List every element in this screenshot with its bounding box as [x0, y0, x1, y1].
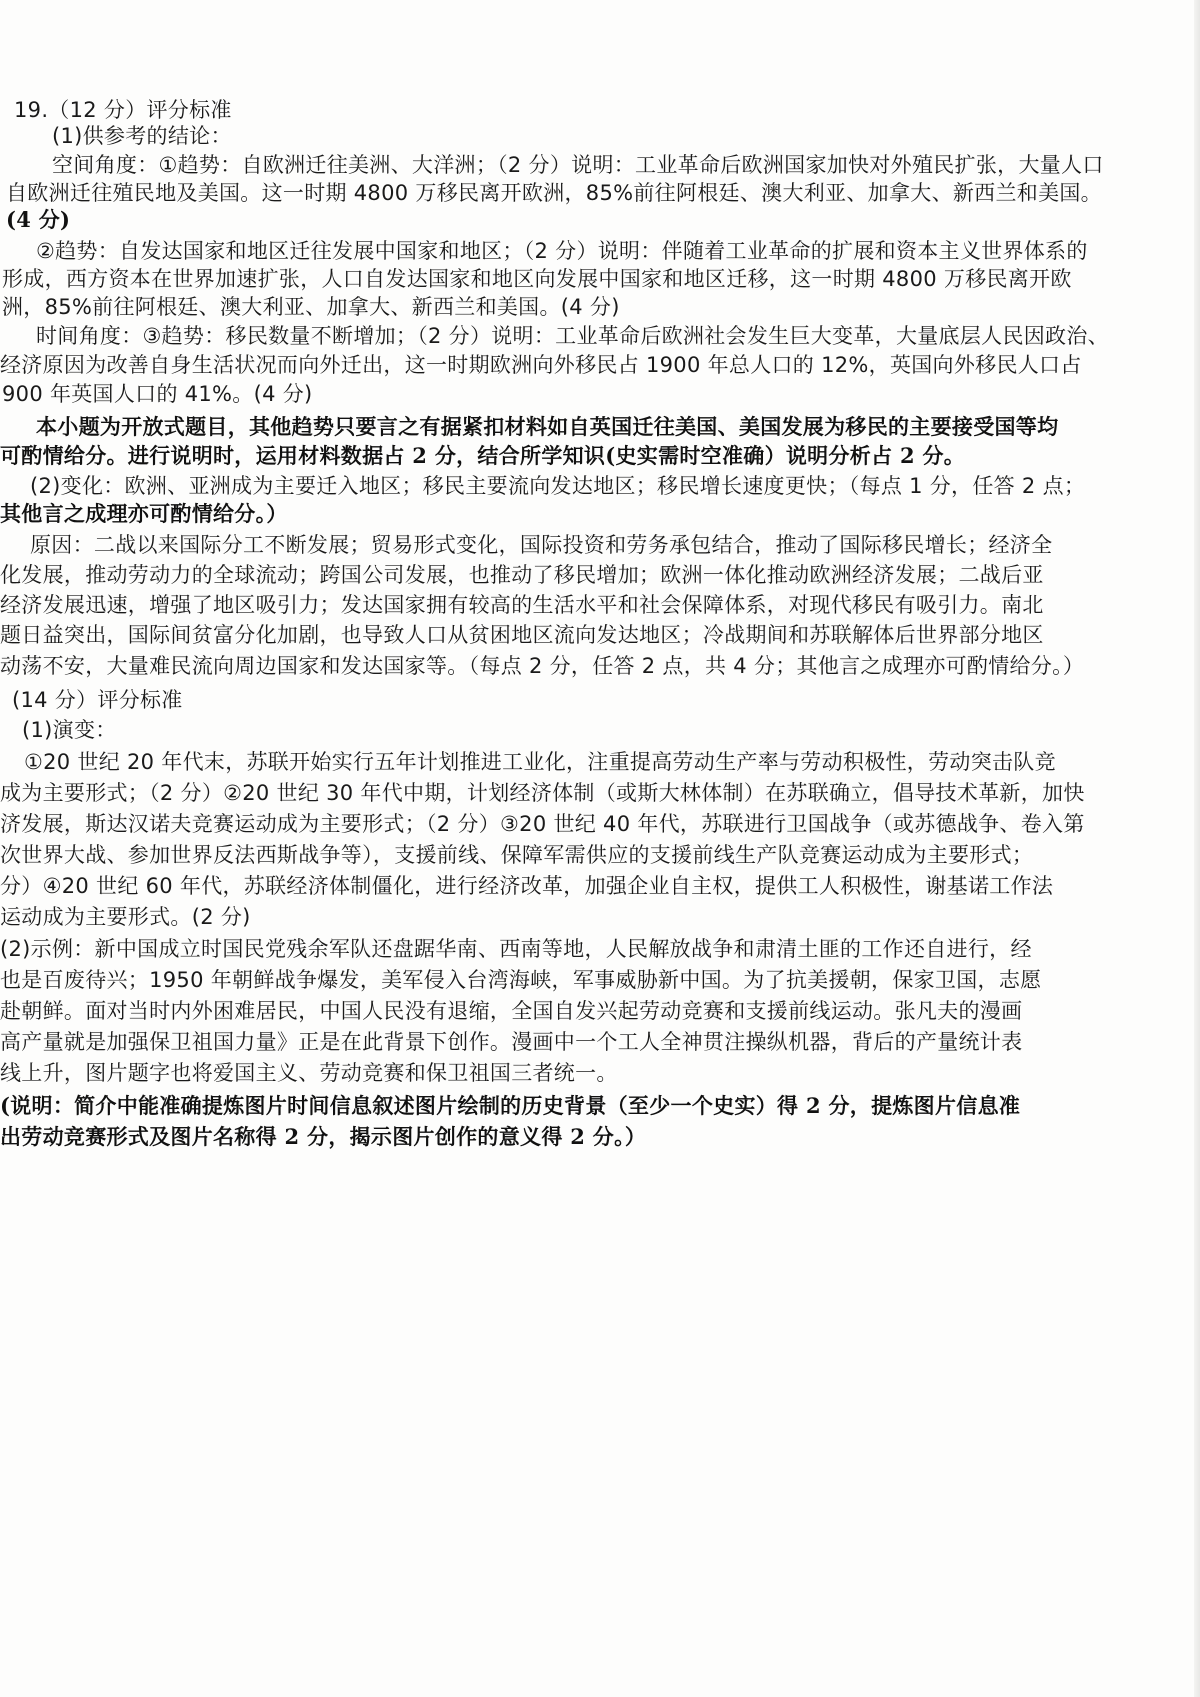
q19-line: 形成，西方资本在世界加速扩张，人口自发达国家和地区向发展中国家和地区迁移，这一时期 4800 万移民离开欧 — [2, 267, 1072, 291]
q19-line: 化发展，推动劳动力的全球流动；跨国公司发展，也推动了移民增加；欧洲一体化推动欧洲经济发展；二战后亚 — [0, 563, 1044, 587]
q19-line: 洲，85%前往阿根廷、澳大利亚、加拿大、新西兰和美国。(4 分) — [2, 295, 620, 319]
q19-line: 原因：二战以来国际分工不断发展；贸易形式变化，国际投资和劳务承包结合，推动了国际移民增长；经济全 — [30, 533, 1053, 557]
q19-line: 自欧洲迁往殖民地及美国。这一时期 4800 万移民离开欧洲，85%前往阿根廷、澳大利亚、加拿大、新西兰和美国。 — [6, 181, 1102, 205]
question-19-header: 19.（12 分）评分标准 — [14, 98, 232, 122]
q20-line: ①20 世纪 20 年代末，苏联开始实行五年计划推进工业化，注重提高劳动生产率与劳动积极性，劳动突击队竞 — [24, 750, 1056, 774]
question-20-header: (14 分）评分标准 — [12, 688, 183, 712]
q20-line: 高产量就是加强保卫祖国力量》正是在此背景下创作。漫画中一个工人全神贯注操纵机器，背后的产量统计表 — [0, 1030, 1023, 1054]
q20-line: 分）④20 世纪 60 年代，苏联经济体制僵化，进行经济改革，加强企业自主权，提供工人积极性，谢基诺工作法 — [0, 874, 1054, 898]
q19-note: 本小题为开放式题目，其他趋势只要言之有据紧扣材料如自英国迁往美国、美国发展为移民的主要接受国等均 — [36, 414, 1059, 439]
q20-part1-title: (1)演变： — [22, 718, 117, 742]
q19-line: 动荡不安，大量难民流向周边国家和发达国家等。（每点 2 分，任答 2 点，共 4 分；其他言之成理亦可酌情给分。） — [0, 654, 1085, 678]
q19-line: 900 年英国人口的 41%。(4 分) — [2, 382, 313, 406]
q20-line: 也是百废待兴；1950 年朝鲜战争爆发，美军侵入台湾海峡，军事威胁新中国。为了抗美援朝，保家卫国，志愿 — [0, 968, 1042, 992]
q20-note: 出劳动竞赛形式及图片名称得 2 分，揭示图片创作的意义得 2 分。） — [0, 1124, 647, 1149]
q20-line: 赴朝鲜。面对当时内外困难居民，中国人民没有退缩，全国自发兴起劳动竞赛和支援前线运动。张凡夫的漫画 — [0, 999, 1023, 1023]
q19-part2: (2)变化：欧洲、亚洲成为主要迁入地区；移民主要流向发达地区；移民增长速度更快；（每点 1 分，任答 2 点； — [30, 474, 1086, 498]
q19-line: 题日益突出，国际间贫富分化加剧，也导致人口从贫困地区流向发达地区；冷战期间和苏联解体后世界部分地区 — [0, 623, 1044, 647]
q19-note: 其他言之成理亦可酌情给分。） — [0, 501, 288, 526]
q20-part2: (2)示例：新中国成立时国民党残余军队还盘踞华南、西南等地，人民解放战争和肃清土匪的工作还自进行，经 — [0, 937, 1032, 961]
q20-line: 线上升，图片题字也将爱国主义、劳动竞赛和保卫祖国三者统一。 — [0, 1061, 618, 1085]
q19-line: 经济发展迅速，增强了地区吸引力；发达国家拥有较高的生活水平和社会保障体系，对现代移民有吸引力。南北 — [0, 593, 1044, 617]
q19-score: (4 分) — [6, 207, 71, 232]
q19-line: 经济原因为改善自身生活状况而向外迁出，这一时期欧洲向外移民占 1900 年总人口的 12%，英国向外移民人口占 — [0, 353, 1082, 377]
q20-line: 次世界大战、参加世界反法西斯战争等），支援前线、保障军需供应的支援前线生产队竞赛运动成为主要形式； — [0, 843, 1034, 867]
q20-note: (说明：简介中能准确提炼图片时间信息叙述图片绘制的历史背景（至少一个史实）得 2 分，提炼图片信息准 — [0, 1093, 1021, 1118]
q19-line: 空间角度：①趋势：自欧洲迁往美洲、大洋洲；（2 分）说明：工业革命后欧洲国家加快对外殖民扩张，大量人口 — [52, 153, 1104, 177]
q20-line: 济发展，斯达汉诺夫竞赛运动成为主要形式；（2 分）③20 世纪 40 年代，苏联进行卫国战争（或苏德战争、卷入第 — [0, 812, 1085, 836]
q19-line: ②趋势：自发达国家和地区迁往发展中国家和地区；（2 分）说明：伴随着工业革命的扩展和资本主义世界体系的 — [36, 239, 1088, 263]
q20-line: 运动成为主要形式。(2 分) — [0, 905, 251, 929]
q19-line: 时间角度：③趋势：移民数量不断增加；（2 分）说明：工业革命后欧洲社会发生巨大变革，大量底层人民因政治、 — [36, 324, 1109, 348]
q19-note: 可酌情给分。进行说明时，运用材料数据占 2 分，结合所学知识(史实需时空准确）说明分析占 2 分。 — [0, 443, 966, 468]
scan-edge-shadow — [1194, 0, 1200, 1697]
q19-part1-title: (1)供参考的结论： — [52, 124, 232, 148]
q20-line: 成为主要形式；（2 分）②20 世纪 30 年代中期，计划经济体制（或斯大林体制）在苏联确立，倡导技术革新，加快 — [0, 781, 1085, 805]
